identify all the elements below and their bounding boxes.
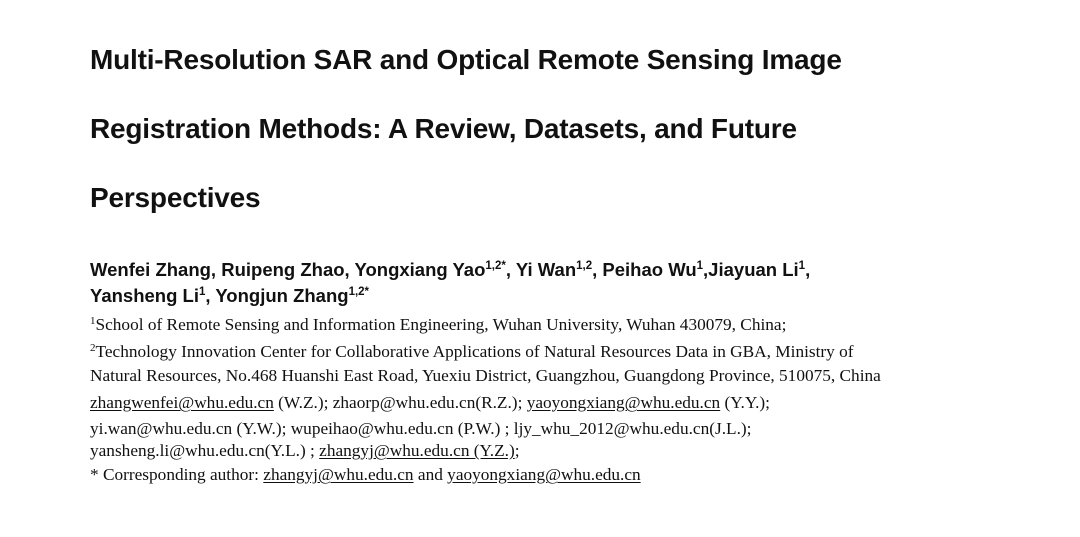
email-initials: (Y.Y.); — [720, 393, 770, 412]
author-affiliation-marker: 1,2* — [485, 260, 506, 272]
email-link-yaoyongxiang[interactable]: yaoyongxiang@whu.edu.cn — [526, 393, 721, 412]
affiliation-1 — [90, 315, 786, 335]
author-name: Yansheng Li — [90, 285, 199, 306]
corresponding-conjunction: and — [413, 465, 448, 484]
affiliation-text: School of Remote Sensing and Information Engineering, Wuhan University, Wuhan 430079, China; — [95, 315, 787, 334]
author-affiliation-marker: 1 — [798, 260, 806, 272]
email-initials: (W.Z.); — [273, 393, 333, 412]
corresponding-author — [90, 465, 641, 485]
author-affiliation-marker: 1,2 — [576, 260, 593, 272]
affiliation-2-line-2: Natural Resources, No.468 Huanshi East Road, Yuexiu District, Guangzhou, Guangdong Province, 510075, China — [90, 366, 881, 385]
email-line-1 — [90, 393, 770, 413]
email-yansheng: yansheng.li@whu.edu.cn(Y.L.) ; — [90, 441, 320, 460]
affiliation-marker: 2 — [90, 342, 96, 354]
paper-title-line-1: Multi-Resolution SAR and Optical Remote Sensing Image — [90, 44, 842, 75]
affiliation-marker: 1 — [90, 315, 96, 327]
email-terminator: ; — [514, 441, 520, 460]
email-zhaorp: zhaorp@whu.edu.cn(R.Z.); — [332, 393, 527, 412]
corresponding-label: * Corresponding author: — [90, 465, 264, 484]
corresponding-email-yaoyongxiang[interactable]: yaoyongxiang@whu.edu.cn — [447, 465, 641, 484]
affiliation-text: Technology Innovation Center for Collaborative Applications of Natural Resources Data in GBA, Ministry of — [95, 342, 854, 361]
email-line-3 — [90, 441, 520, 461]
email-link-zhangwenfei[interactable]: zhangwenfei@whu.edu.cn — [90, 393, 274, 412]
author-list-line-1 — [90, 259, 810, 281]
corresponding-email-zhangyj[interactable]: zhangyj@whu.edu.cn — [263, 465, 414, 484]
author-affiliation-marker: 1 — [696, 260, 704, 272]
author-affiliation-marker: 1 — [198, 286, 206, 298]
email-link-zhangyj[interactable]: zhangyj@whu.edu.cn (Y.Z.) — [319, 441, 515, 460]
email-line-2: yi.wan@whu.edu.cn (Y.W.); wupeihao@whu.edu.cn (P.W.) ; ljy_whu_2012@whu.edu.cn(J.L.); — [90, 419, 752, 438]
author-list-line-2 — [90, 285, 369, 307]
author-name: , Yi Wan — [505, 259, 577, 280]
author-name: , Peihao Wu — [592, 259, 697, 280]
paper-title-line-3: Perspectives — [90, 182, 261, 213]
author-name: Wenfei Zhang, — [90, 259, 222, 280]
author-name: Yongxiang Yao — [354, 259, 486, 280]
author-name: ,Jiayuan Li — [703, 259, 799, 280]
affiliation-2-line-1 — [90, 342, 854, 362]
paper-title-line-2: Registration Methods: A Review, Datasets, and Future — [90, 113, 797, 144]
author-separator: , — [805, 259, 811, 280]
author-name: , Yongjun Zhang — [205, 285, 349, 306]
author-name: Ruipeng Zhao, — [221, 259, 355, 280]
author-affiliation-marker: 1,2* — [348, 286, 370, 298]
